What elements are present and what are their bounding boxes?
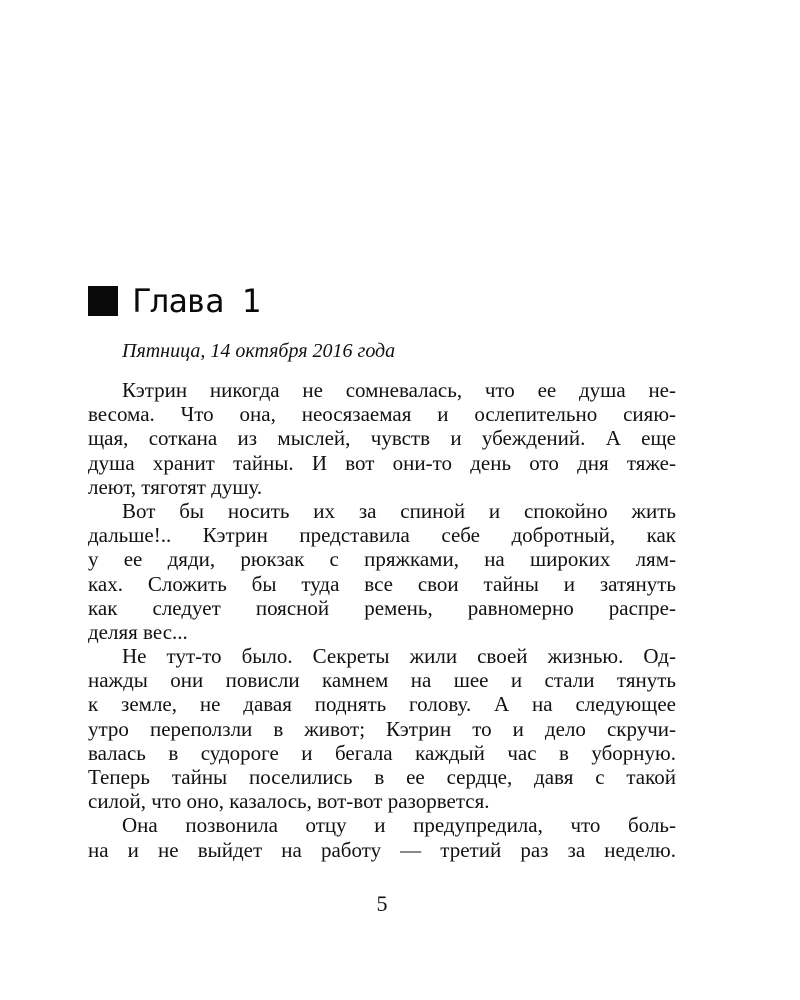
chapter-heading (88, 276, 260, 326)
text-line: к земле, не давая поднять голову. А на следующее (88, 692, 676, 717)
text-line: на и не выйдет на работу — третий раз за неделю. (88, 837, 676, 862)
text-line: Вот бы носить их за спиной и спокойно жить (122, 498, 676, 523)
text-line: Теперь тайны поселились в ее сердце, давя с такой (88, 765, 676, 789)
text-line: утро переползли в живот; Кэтрин то и дело скручи- (88, 716, 676, 741)
chapter-dateline: Пятница, 14 октября 2016 года (122, 340, 396, 362)
body-text (88, 378, 676, 862)
text-line: дальше!.. Кэтрин представила себе добротный, как (88, 523, 676, 548)
page-number: 5 (376, 891, 388, 916)
text-line: Не тут-то было. Секреты жили своей жизнью. Од- (122, 644, 676, 669)
text-line: весома. Что она, неосязаемая и ослепительно сияю- (88, 402, 676, 427)
text-line: щая, соткана из мыслей, чувств и убеждений. А еще (88, 426, 676, 451)
chapter-marker-square (88, 286, 118, 316)
text-line: ках. Сложить бы туда все свои тайны и затянуть (88, 571, 676, 596)
text-line: Она позвонила отцу и предупредила, что боль- (122, 813, 676, 838)
text-line: деляя вес... (88, 619, 188, 644)
chapter-title: Глава 1 (132, 282, 260, 320)
text-line: леют, тяготят душу. (88, 474, 263, 499)
text-line: силой, что оно, казалось, вот-вот разорвется. (88, 789, 490, 814)
text-line: как следует поясной ремень, равномерно распре- (88, 595, 676, 620)
text-line: душа хранит тайны. И вот они-то день ото дня тяже- (88, 450, 676, 475)
text-line: нажды они повисли камнем на шее и стали тянуть (88, 668, 676, 693)
text-line: у ее дяди, рюкзак с пряжками, на широких лям- (88, 547, 676, 572)
text-line: валась в судороге и бегала каждый час в уборную. (88, 740, 676, 765)
text-line: Кэтрин никогда не сомневалась, что ее душа не- (122, 378, 676, 402)
